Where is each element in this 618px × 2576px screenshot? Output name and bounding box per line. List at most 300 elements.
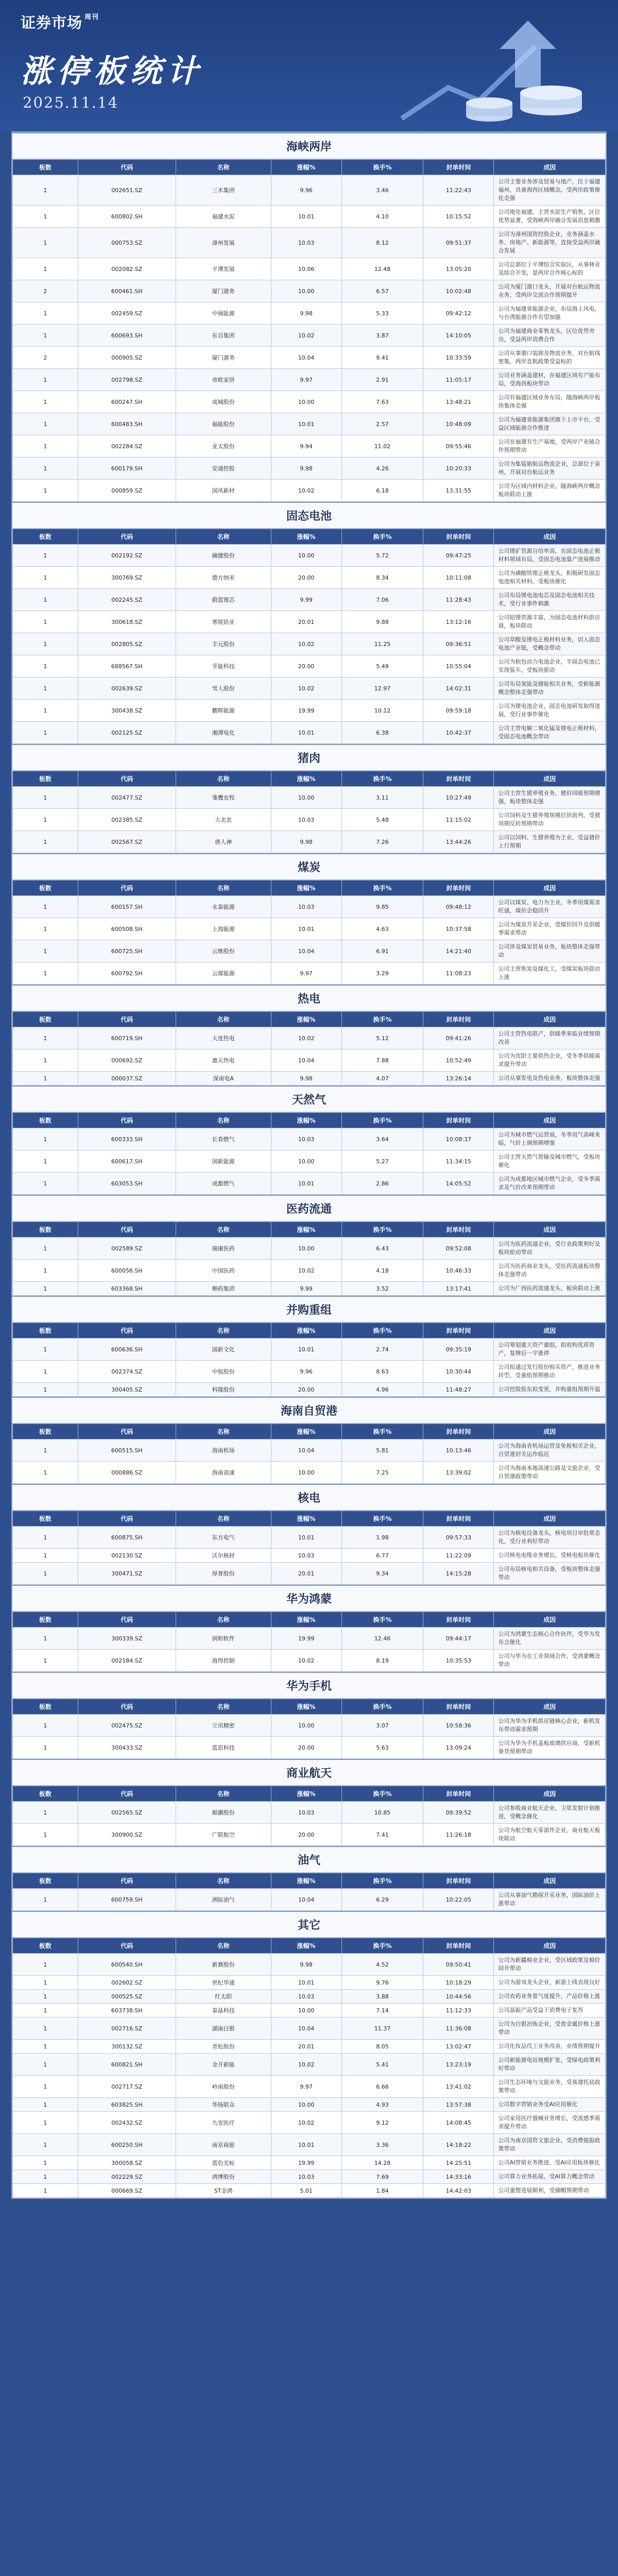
table-cell: 1 <box>13 700 78 722</box>
table-cell: 10:27:49 <box>423 787 494 809</box>
table-cell: 4.96 <box>341 1383 423 1397</box>
table-cell: 厚普股份 <box>176 1563 271 1585</box>
column-header: 封单时间 <box>423 1699 494 1715</box>
table-cell: 3.11 <box>341 787 423 809</box>
reason-cell: 公司为软包动力电池企业，半固态电池已实现装车，受板块驱动 <box>494 655 606 677</box>
table-cell: 10.03 <box>271 1990 341 2004</box>
table-cell: 5.48 <box>341 809 423 831</box>
table-row <box>13 1563 606 1585</box>
section-title: 天然气 <box>12 1086 606 1112</box>
table-cell: 4.18 <box>341 1260 423 1282</box>
table-cell: 14:02:31 <box>423 677 494 700</box>
table-row <box>13 1361 606 1383</box>
column-header: 成因 <box>494 1113 606 1128</box>
table-row <box>13 1954 606 1976</box>
table-cell: 2.86 <box>341 1173 423 1195</box>
reason-cell: 公司主要业务涉及贸易与地产，位于福建福州，具备海西区域概念，受两岸政策催化走强 <box>494 175 606 206</box>
table-cell: 300769.SZ <box>78 567 176 589</box>
column-header: 代码 <box>78 1113 176 1128</box>
table-cell: 14:25:51 <box>423 2156 494 2170</box>
table-cell: 海南机场 <box>176 1439 271 1462</box>
table-cell: 09:55:46 <box>423 435 494 457</box>
column-header: 板数 <box>13 1511 78 1527</box>
reason-cell: 公司为磷酸铁锂正极龙头，积极研发固态电池相关材料，受板块催化 <box>494 567 606 589</box>
column-header: 代码 <box>78 1873 176 1889</box>
table-cell: 600617.SH <box>78 1150 176 1173</box>
table-cell: 10.02 <box>271 2112 341 2134</box>
column-header: 换手% <box>341 771 423 787</box>
section-table <box>12 1873 606 1911</box>
table-cell: 10.01 <box>271 2134 341 2156</box>
column-header: 成因 <box>494 1424 606 1439</box>
table-cell: 10.04 <box>271 1439 341 1462</box>
column-header: 涨幅% <box>271 771 341 787</box>
reason-cell: 公司家用医疗器械业务增长，受流感季需求提升带动 <box>494 2112 606 2134</box>
column-header: 板数 <box>13 529 78 545</box>
table-cell: 10.03 <box>271 2170 341 2184</box>
table-cell: 成城股份 <box>176 391 271 413</box>
table-cell: 三木集团 <box>176 175 271 206</box>
reason-cell: 公司为福建省能源企业，布局海上风电，与台湾能源合作有望加强 <box>494 302 606 325</box>
table-cell: 2 <box>13 347 78 369</box>
table-cell: 002602.SZ <box>78 1976 176 1990</box>
column-header: 成因 <box>494 771 606 787</box>
table-cell: 300132.SZ <box>78 2040 176 2054</box>
table-row <box>13 1527 606 1549</box>
table-row <box>13 918 606 940</box>
reason-cell: 公司为福建省能源集团旗下上市平台，受益区域能源合作推进 <box>494 413 606 435</box>
table-row <box>13 589 606 611</box>
table-cell: 002651.SZ <box>78 175 176 206</box>
table-cell: 002717.SZ <box>78 2076 176 2098</box>
table-cell: 002229.SZ <box>78 2170 176 2184</box>
table-cell: 鸿博股份 <box>176 2170 271 2184</box>
table-cell: 10.12 <box>341 700 423 722</box>
table-cell: 3.88 <box>341 1990 423 2004</box>
table-row <box>13 940 606 962</box>
table-cell: 13:26:14 <box>423 1072 494 1086</box>
table-cell: 7.06 <box>341 589 423 611</box>
table-row <box>13 1824 606 1846</box>
column-header: 封单时间 <box>423 1938 494 1954</box>
table-cell: 7.69 <box>341 2170 423 2184</box>
table-cell: 10.03 <box>271 1549 341 1563</box>
table-cell: 600508.SH <box>78 918 176 940</box>
table-cell: 中国医药 <box>176 1260 271 1282</box>
table-cell: 3.29 <box>341 962 423 985</box>
column-header: 成因 <box>494 1699 606 1715</box>
column-header: 名称 <box>176 1222 271 1238</box>
column-header: 换手% <box>341 160 423 175</box>
column-header: 名称 <box>176 1511 271 1527</box>
table-cell: 9.98 <box>271 831 341 853</box>
section-table <box>12 159 606 502</box>
reason-cell: 公司与华为在工业领域合作，受鸿蒙概念带动 <box>494 1650 606 1672</box>
table-cell: 惠天热电 <box>176 1049 271 1072</box>
table-cell: 1 <box>13 1027 78 1049</box>
brand-logo <box>21 11 99 32</box>
table-cell: 300058.SZ <box>78 2156 176 2170</box>
table-cell: 中闽能源 <box>176 302 271 325</box>
table-cell: 2.57 <box>341 413 423 435</box>
table-cell: 10.04 <box>271 2018 341 2040</box>
table-cell: 11:15:02 <box>423 809 494 831</box>
section-title: 华为鸿蒙 <box>12 1585 606 1612</box>
table-cell: 1.84 <box>341 2184 423 2198</box>
table-cell: 14:15:28 <box>423 1563 494 1585</box>
table-row <box>13 1072 606 1086</box>
table-cell: 柳药集团 <box>176 1282 271 1296</box>
table-cell: 瑞康医药 <box>176 1238 271 1260</box>
table-cell: 1 <box>13 809 78 831</box>
column-header: 名称 <box>176 1938 271 1954</box>
table-row <box>13 1238 606 1260</box>
section-table <box>12 529 606 744</box>
section-title: 猪肉 <box>12 744 606 771</box>
table-cell: 1 <box>13 413 78 435</box>
table-cell: 10:30:44 <box>423 1361 494 1383</box>
column-header: 名称 <box>176 1699 271 1715</box>
table-cell: 1 <box>13 1282 78 1296</box>
table-row <box>13 896 606 918</box>
table-cell: 13:23:19 <box>423 2054 494 2076</box>
table-cell: 13:05:20 <box>423 258 494 280</box>
table-cell: 润和软件 <box>176 1628 271 1650</box>
reason-cell: 公司地处福建，主营水泥生产销售，区位优势显著，受海峡两岸融合发展消息刺激 <box>494 206 606 228</box>
table-cell: 1 <box>13 325 78 347</box>
table-cell: 000037.SZ <box>78 1072 176 1086</box>
column-header: 涨幅% <box>271 1424 341 1439</box>
section-table <box>12 1786 606 1846</box>
table-cell: 13:17:41 <box>423 1282 494 1296</box>
table-cell: 10.04 <box>271 1889 341 1911</box>
table-row <box>13 457 606 480</box>
table-cell: 5.81 <box>341 1439 423 1462</box>
reason-cell: 公司总部位于平潭综合实验区，从事林业及综合开发，是两岸合作核心标的 <box>494 258 606 280</box>
table-row <box>13 413 606 435</box>
table-cell: 9.98 <box>271 457 341 480</box>
table-cell: 1 <box>13 918 78 940</box>
section-title: 固态电池 <box>12 502 606 529</box>
table-row <box>13 206 606 228</box>
section-table <box>12 771 606 853</box>
table-cell: 3.52 <box>341 1282 423 1296</box>
column-header: 涨幅% <box>271 880 341 896</box>
reason-cell: 公司为厦门港口龙头，开展对台航运物流业务，受两岸交流合作预期提升 <box>494 280 606 302</box>
table-cell: 7.63 <box>341 391 423 413</box>
table-cell: 10.01 <box>271 722 341 744</box>
table-cell: 13:09:24 <box>423 1737 494 1759</box>
table-cell: 1 <box>13 1527 78 1549</box>
table-cell: 1.98 <box>341 1527 423 1549</box>
reason-cell: 公司为锂电池企业，固态电池研发取得进展，受行业事件催化 <box>494 700 606 722</box>
table-cell: 19.99 <box>271 2156 341 2170</box>
table-cell: 14:33:16 <box>423 2170 494 2184</box>
section-table <box>12 1938 606 2198</box>
reason-cell: 公司为医药商业龙头，受医药流通板块整体走强带动 <box>494 1260 606 1282</box>
table-cell: 泰晶科技 <box>176 2004 271 2018</box>
table-cell: 东百集团 <box>176 325 271 347</box>
table-cell: 福建水泥 <box>176 206 271 228</box>
reason-cell: 公司从事发电及热电业务，板块整体走强 <box>494 1072 606 1086</box>
table-cell: 13:44:26 <box>423 831 494 853</box>
column-header: 板数 <box>13 1424 78 1439</box>
column-header: 板数 <box>13 1938 78 1954</box>
table-cell: 002125.SZ <box>78 722 176 744</box>
table-cell: 1 <box>13 1715 78 1737</box>
table-row <box>13 302 606 325</box>
table-cell: 平潭发展 <box>176 258 271 280</box>
section-title: 其它 <box>12 1911 606 1938</box>
column-header: 封单时间 <box>423 529 494 545</box>
column-header: 名称 <box>176 529 271 545</box>
table-cell: 漳州发展 <box>176 228 271 258</box>
column-header: 封单时间 <box>423 1786 494 1802</box>
table-cell: 帝欧家居 <box>176 369 271 391</box>
table-cell: 300471.SZ <box>78 1563 176 1585</box>
table-row <box>13 325 606 347</box>
column-header: 板数 <box>13 880 78 896</box>
column-header: 名称 <box>176 1113 271 1128</box>
section-table <box>12 1112 606 1195</box>
column-header: 涨幅% <box>271 160 341 175</box>
table-cell: 10.04 <box>271 1049 341 1072</box>
column-header: 成因 <box>494 1873 606 1889</box>
table-row <box>13 1462 606 1484</box>
table-cell: 13:02:47 <box>423 2040 494 2054</box>
table-cell: 6.38 <box>341 722 423 744</box>
table-row <box>13 391 606 413</box>
table-cell: 002130.SZ <box>78 1549 176 1563</box>
section-table <box>12 1511 606 1585</box>
reason-cell: 公司重整进展顺利，受摘帽预期带动 <box>494 2184 606 2198</box>
table-cell: 11.37 <box>341 2018 423 2040</box>
table-cell: 3.87 <box>341 325 423 347</box>
table-cell: 600250.SH <box>78 2134 176 2156</box>
reason-cell: 公司控股股东拟变更，并购重组预期升温 <box>494 1383 606 1397</box>
reason-cell: 公司农药业务景气度提升，产品价格上涨 <box>494 1990 606 2004</box>
column-header: 涨幅% <box>271 1012 341 1027</box>
section-table <box>12 1423 606 1484</box>
table-row <box>13 1027 606 1049</box>
table-cell: 云煤能源 <box>176 962 271 985</box>
table-cell: 1 <box>13 206 78 228</box>
table-cell: 000525.SZ <box>78 1990 176 2004</box>
table-cell: 成都燃气 <box>176 1173 271 1195</box>
table-row <box>13 700 606 722</box>
table-cell: 1 <box>13 677 78 700</box>
table-cell: 600693.SH <box>78 325 176 347</box>
reason-cell: 公司筹划重大资产重组，拟收购优质资产，复牌后一字涨停 <box>494 1338 606 1361</box>
section-title: 煤炭 <box>12 853 606 880</box>
table-row <box>13 1737 606 1759</box>
section-table <box>12 1699 606 1759</box>
column-header: 代码 <box>78 771 176 787</box>
column-header: 成因 <box>494 1012 606 1027</box>
table-cell: 300433.SZ <box>78 1737 176 1759</box>
column-header: 换手% <box>341 1113 423 1128</box>
table-cell: 4.26 <box>341 457 423 480</box>
table-cell: 1 <box>13 1976 78 1990</box>
table-cell: 孚能科技 <box>176 655 271 677</box>
table-cell: 002567.SZ <box>78 831 176 853</box>
table-cell: 3.46 <box>341 175 423 206</box>
table-cell: 14.28 <box>341 2156 423 2170</box>
table-cell: 14:08:45 <box>423 2112 494 2134</box>
table-cell: 10.00 <box>271 2004 341 2018</box>
table-cell: 洲际油气 <box>176 1889 271 1911</box>
table-cell: 1 <box>13 722 78 744</box>
table-cell: 10.02 <box>271 2054 341 2076</box>
table-row <box>13 2170 606 2184</box>
reason-cell: 公司为核电设备龙头，核电项目审批常态化，受行业利好带动 <box>494 1527 606 1549</box>
table-row <box>13 1439 606 1462</box>
table-cell: 10:20:33 <box>423 457 494 480</box>
table-cell: 1 <box>13 258 78 280</box>
column-header: 封单时间 <box>423 1323 494 1338</box>
column-header: 成因 <box>494 1222 606 1238</box>
table-cell: 1 <box>13 1990 78 2004</box>
table-cell: 8.05 <box>341 2040 423 2054</box>
column-header: 涨幅% <box>271 1511 341 1527</box>
table-cell: 600461.SH <box>78 280 176 302</box>
table-row <box>13 280 606 302</box>
column-header: 换手% <box>341 1323 423 1338</box>
reason-cell: 公司参股商业航天企业，卫星发射计划推进，受概念催化 <box>494 1802 606 1824</box>
table-cell: 1 <box>13 175 78 206</box>
table-cell: 6.43 <box>341 1238 423 1260</box>
table-cell: 1 <box>13 2156 78 2170</box>
reason-cell: 公司算力业务拓展，受AI算力概念带动 <box>494 2170 606 2184</box>
reason-cell: 公司为区域内材料企业，随海峡两岸概念板块联动上涨 <box>494 480 606 502</box>
table-cell: 11:48:27 <box>423 1383 494 1397</box>
table-cell: 1 <box>13 1439 78 1462</box>
table-cell: 002385.SZ <box>78 809 176 831</box>
table-cell: 世纪华通 <box>176 1976 271 1990</box>
column-header: 成因 <box>494 880 606 896</box>
table-cell: 7.26 <box>341 831 423 853</box>
section-title: 海南自贸港 <box>12 1397 606 1423</box>
table-cell: 09:52:08 <box>423 1238 494 1260</box>
table-cell: 20.01 <box>271 1563 341 1585</box>
section-title: 核电 <box>12 1484 606 1511</box>
table-row <box>13 1383 606 1397</box>
table-cell: 大连热电 <box>176 1027 271 1049</box>
table-cell: 09:50:41 <box>423 1954 494 1976</box>
table-cell: 002374.SZ <box>78 1361 176 1383</box>
table-cell: 20.00 <box>271 1737 341 1759</box>
column-header: 换手% <box>341 880 423 896</box>
brand-sub: 周刊 <box>84 13 99 21</box>
table-cell: 5.12 <box>341 1027 423 1049</box>
column-header: 板数 <box>13 160 78 175</box>
table-row <box>13 1282 606 1296</box>
table-row <box>13 831 606 853</box>
column-header: 换手% <box>341 1873 423 1889</box>
table-cell: 1 <box>13 1383 78 1397</box>
table-cell: 11:34:15 <box>423 1150 494 1173</box>
table-cell: 10.02 <box>271 633 341 655</box>
table-cell: 10.06 <box>271 258 341 280</box>
table-cell: 湖南白银 <box>176 2018 271 2040</box>
column-header: 代码 <box>78 1222 176 1238</box>
column-header: 换手% <box>341 1012 423 1027</box>
table-cell: 603825.SH <box>78 2098 176 2112</box>
table-cell: 603738.SH <box>78 2004 176 2018</box>
table-cell: 10.01 <box>271 206 341 228</box>
column-header: 板数 <box>13 1786 78 1802</box>
table-cell: 600719.SH <box>78 1027 176 1049</box>
column-header: 成因 <box>494 1938 606 1954</box>
section-table <box>12 880 606 985</box>
table-cell: 10:22:05 <box>423 1889 494 1911</box>
column-header: 封单时间 <box>423 1511 494 1527</box>
reason-cell: 公司为航空航天零部件企业，商业航天板块联动 <box>494 1824 606 1846</box>
column-header: 封单时间 <box>423 880 494 896</box>
column-header: 成因 <box>494 1511 606 1527</box>
table-cell: 永泰能源 <box>176 896 271 918</box>
column-header: 封单时间 <box>423 1424 494 1439</box>
table-cell: 4.93 <box>341 2098 423 2112</box>
table-cell: 1 <box>13 391 78 413</box>
column-header: 封单时间 <box>423 160 494 175</box>
table-cell: 8.34 <box>341 567 423 589</box>
table-cell: 5.41 <box>341 2054 423 2076</box>
table-cell: 10:42:37 <box>423 722 494 744</box>
table-cell: 20.00 <box>271 567 341 589</box>
table-cell: 1 <box>13 1049 78 1072</box>
table-cell: 1 <box>13 2134 78 2156</box>
table-cell: 1 <box>13 1737 78 1759</box>
table-cell: 19.99 <box>271 700 341 722</box>
column-header: 换手% <box>341 1511 423 1527</box>
table-row <box>13 962 606 985</box>
table-cell: 300900.SZ <box>78 1824 176 1846</box>
table-cell: 11.25 <box>341 633 423 655</box>
table-cell: 11:22:09 <box>423 1549 494 1563</box>
table-cell: 002639.SZ <box>78 677 176 700</box>
table-row <box>13 175 606 206</box>
table-cell: 09:57:33 <box>423 1527 494 1549</box>
table-cell: 10:58:36 <box>423 1715 494 1737</box>
table-row <box>13 228 606 258</box>
reason-cell: 公司为海南省机场运营及免税相关企业，自贸港封关运作临近 <box>494 1439 606 1462</box>
table-row <box>13 1128 606 1150</box>
table-cell: 10:11:08 <box>423 567 494 589</box>
table-cell: 9.96 <box>271 1361 341 1383</box>
reason-cell: 公司为沈阳主要供热企业，受冬季供暖需求提升带动 <box>494 1049 606 1072</box>
table-cell: 7.25 <box>341 1462 423 1484</box>
table-cell: 600515.SH <box>78 1439 176 1462</box>
table-cell: 13:12:16 <box>423 611 494 633</box>
table-cell: 600759.SH <box>78 1889 176 1911</box>
reason-cell: 公司数字营销业务受AI应用催化 <box>494 2098 606 2112</box>
table-cell: 10:33:59 <box>423 347 494 369</box>
reason-cell: 公司AI营销业务推进，受AI应用板块催化 <box>494 2156 606 2170</box>
table-row <box>13 1802 606 1824</box>
reason-cell: 公司布局氢能及储能相关业务，受新能源概念整体走强带动 <box>494 677 606 700</box>
reason-cell: 公司涉及煤炭贸易业务，板块整体走强带动 <box>494 940 606 962</box>
column-header: 换手% <box>341 1222 423 1238</box>
column-header: 成因 <box>494 1612 606 1628</box>
reason-cell: 公司为煤炭开采企业，受煤价回升及供暖季需求带动 <box>494 918 606 940</box>
reason-cell: 公司为南京国资文旅企业，受消费提振政策带动 <box>494 2134 606 2156</box>
table-cell: 10:52:49 <box>423 1049 494 1072</box>
reason-cell: 公司主营热电联产，供暖季来临业绩预期改善 <box>494 1027 606 1049</box>
table-cell: 600540.SH <box>78 1954 176 1976</box>
table-cell: 8.19 <box>341 1650 423 1672</box>
table-cell: 1 <box>13 228 78 258</box>
